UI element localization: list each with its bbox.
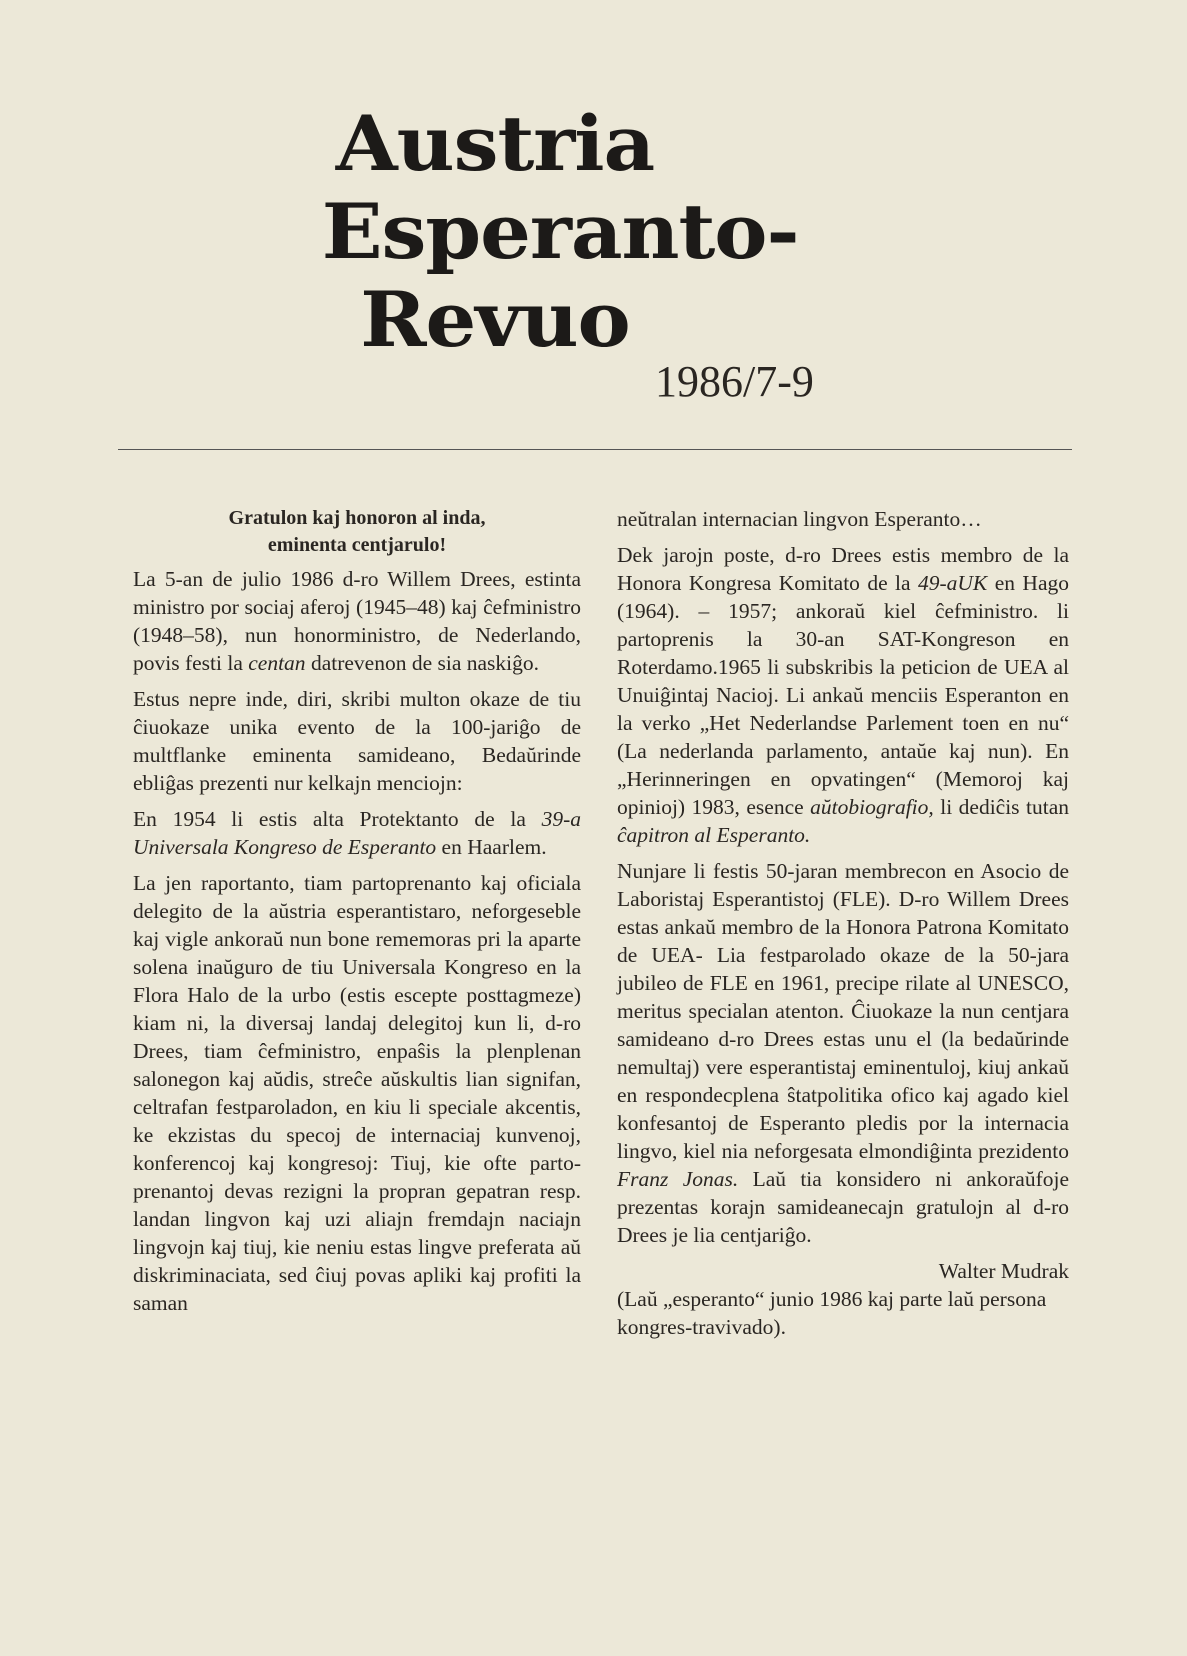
paragraph: Estus nepre inde, diri, skribi multon okaze de tiu ĉiuokaze unika evento de la 100-jariĝo de multflanke eminenta samideano, Bedaŭrinde ebliĝas prezenti nur kelkajn menciojn: — [133, 687, 581, 795]
source-note: (Laŭ „esperanto“ junio 1986 kaj parte laŭ persona kongres-travivado). — [617, 1287, 1047, 1339]
title-line: Esperanto- — [321, 187, 799, 276]
title-line: Revuo — [360, 275, 630, 364]
title-line: Austria — [335, 99, 655, 188]
paragraph: La 5-an de julio 1986 d-ro Willem Drees, estinta ministro por sociaj aferoj (1945–48) kaj ĉefministro (1948–58), nun honorministro, de Nederlando, povis festi la centan datrevenon de sia naskiĝo. — [133, 567, 581, 675]
headline: Gratulon kaj honoron al inda, eminenta centjarulo! — [228, 507, 486, 556]
right-column — [617, 505, 1069, 1349]
divider — [118, 449, 1072, 450]
paragraph: Dek jarojn poste, d-ro Drees estis membro de la Honora Kongresa Komitato de la 49-aUK en Hago (1964). – 1957; ankoraŭ kiel ĉefministro. li partoprenis la 30-an SAT-Kongreson en Roterdamo.1965 li subskribis la peticion de UEA al Unuiĝintaj Nacioj. Li ankaŭ menciis Esperanton en la verko „Het Nederlandse Parlement toen en nu“ (La nederlanda parlamento, antaŭe kaj nun). En „Herinneringen en opvatingen“ (Memoroj kaj opinioj) 1983, esence aŭtobiografio, li dediĉis tutan ĉapitron al Esperanto. — [617, 543, 1069, 847]
masthead-title — [321, 99, 799, 364]
author: Walter Mudrak — [938, 1259, 1069, 1283]
paragraph: En 1954 li estis alta Protektanto de la 39-a Universala Kongreso de Esperanto en Haarlem. — [133, 807, 581, 859]
issue-number: 1986/7-9 — [655, 357, 814, 406]
paragraph: La jen raportanto, tiam partoprenanto kaj oficiala delegito de la aŭstria esperantistaro, neforgeseble kaj vigle ankoraŭ nun bone rememoras pri la aparte solena inaŭguro de tiu Universala Kongreso en la Flora Halo de la urbo (estis escepte posttagmeze) kiam ni, la diversaj landaj delegitoj kun li, d-ro Drees, tiam ĉefministro, enpaŝis la plenplenan salonegon kaj aŭdis, streĉe aŭskultis lian signifan, celtrafan festparoladon, en kiu li speciale akcentis, ke ekzistas du specoj de internaciaj kunvenoj, konferencoj kaj kongresoj: Tiuj, kie ofte partoprenantoj devas rezigni la propran gepatran resp. landan lingvon kaj uzi aliajn fremdajn naciajn lingvojn kaj tiuj, kie neniu estas lingve preferata aŭ diskriminaciata, sed ĉiuj povas apliki kaj profiti la saman — [133, 871, 581, 1315]
paragraph: neŭtralan internacian lingvon Esperanto… — [617, 507, 982, 531]
paragraph: Nunjare li festis 50-jaran membrecon en Asocio de Laboristaj Esperantistoj (FLE). D-ro Willem Drees estas ankaŭ membro de la Honora Patrona Komitato de UEA- Lia festparolado okaze de la 50-jara jubileo de FLE en 1961, precipe rilate al UNESCO, meritus specialan atenton. Ĉiuokaze la nun centjara samideano d-ro Drees estas unu el (la bedaŭrinde nemultaj) vere esperantistaj eminentuloj, kiuj ankaŭ en respondecplena ŝtatpolitika ofico kaj agado kiel konfesantoj de Esperanto pledis por la internacia lingvo, kiel nia neforgesata elmondiĝinta prezidento Franz Jonas. Laŭ tia konsidero ni ankoraŭfoje prezentas korajn samideanecajn gratulojn al d-ro Drees je lia centjariĝo. — [617, 859, 1069, 1247]
left-column — [133, 505, 581, 1325]
